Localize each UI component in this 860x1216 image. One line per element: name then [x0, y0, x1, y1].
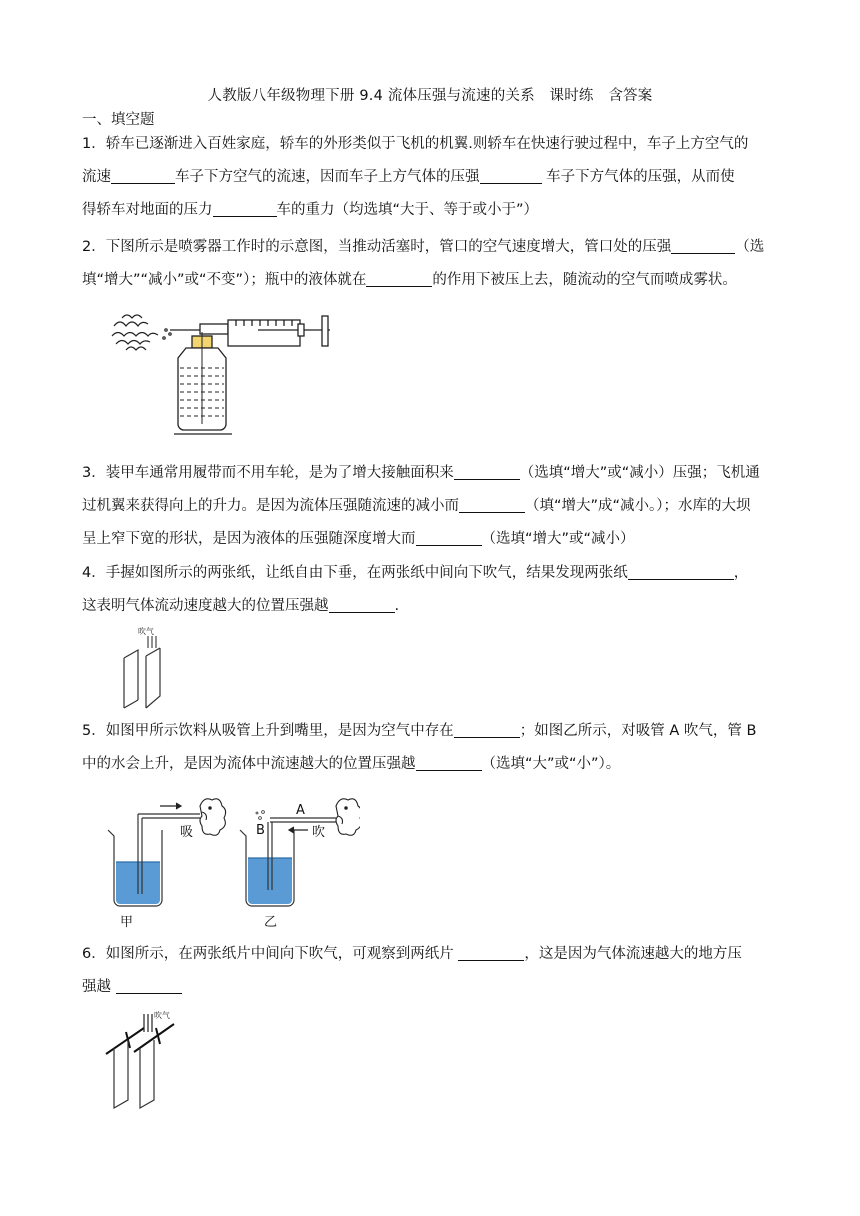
face-jia	[200, 799, 226, 835]
beaker-jia	[108, 830, 162, 906]
q5-line-2: 中的水会上升，是因为流体中流速越大的位置压强越 （选填“大”或“小”）。	[82, 756, 621, 772]
two-papers-blowing-diagram	[104, 1004, 186, 1114]
water-fill-yi	[248, 858, 292, 904]
answer-blank[interactable]	[458, 944, 524, 961]
q6-line-1: 6．如图所示，在两张纸片中间向下吹气，可观察到两纸片 ，这是因为气体流速越大的地方压	[82, 946, 742, 962]
q1-line-2: 流速 车子下方空气的流速，因而车子上方气体的压强 车子下方气体的压强，从而使	[82, 169, 735, 185]
answer-blank[interactable]	[628, 563, 734, 580]
question-2	[82, 231, 780, 297]
page-title: 人教版八年级物理下册 9.4 流体压强与流速的关系 课时练 含答案	[207, 88, 653, 104]
question-1	[82, 128, 780, 227]
q3-line-3: 呈上窄下宽的形状，是因为液体的压强随深度增大而 （选填“增大”或“减小）	[82, 531, 635, 547]
caption-yi: 乙	[264, 915, 278, 930]
q6-line-2: 强越	[82, 971, 780, 1004]
question-4	[82, 557, 780, 623]
arrow-blow	[289, 827, 308, 833]
answer-blank[interactable]	[416, 754, 482, 771]
question-3	[82, 457, 780, 556]
section-heading: 一、填空题	[82, 112, 155, 128]
blow-label: 吹气	[138, 627, 154, 636]
q4-line-1: 4．手握如图所示的两张纸，让纸自由下垂，在两张纸中间向下吹气，结果发现两张纸 ，	[82, 565, 749, 581]
question-5	[82, 715, 780, 781]
answer-blank[interactable]	[111, 167, 175, 184]
q5-line-1: 5．如图甲所示饮料从吸管上升到嘴里，是因为空气中存在 ；如图乙所示，对吸管 A 吹气，管 B	[82, 723, 757, 739]
blow-label: 吹气	[154, 1011, 170, 1020]
answer-blank[interactable]	[480, 167, 542, 184]
label-b: B	[256, 823, 265, 838]
face-yi	[336, 799, 360, 835]
q4-line-2: 这表明气体流动速度越大的位置压强越 .	[82, 598, 400, 614]
droplets	[256, 811, 264, 820]
paper-sheets	[124, 648, 160, 708]
question-6	[82, 938, 780, 1004]
answer-blank[interactable]	[116, 977, 182, 994]
q1-line-1: 1．轿车已逐渐进入百姓家庭，轿车的外形类似于飞机的机翼.则轿车在快速行驶过程中，车子上方空气的	[82, 136, 749, 152]
spray-mist	[112, 315, 171, 350]
q1-line-3: 得轿车对地面的压力 车的重力（均选填“大于、等于或小于”）	[82, 202, 539, 218]
q2-line-2: 填“增大”“减小”或“不变”）；瓶中的液体就在 的作用下被压上去，随流动的空气而喷成雾状。	[82, 272, 737, 288]
answer-blank[interactable]	[671, 237, 735, 254]
answer-blank[interactable]	[454, 721, 520, 738]
beaker-yi	[240, 830, 294, 906]
answer-blank[interactable]	[366, 270, 432, 287]
answer-blank[interactable]	[459, 496, 525, 513]
straw-a	[270, 818, 336, 822]
pump-cylinder	[200, 316, 330, 346]
answer-blank[interactable]	[213, 200, 277, 217]
answer-blank[interactable]	[454, 463, 520, 480]
answer-blank[interactable]	[416, 529, 482, 546]
label-a: A	[296, 803, 305, 818]
answer-blank[interactable]	[329, 596, 395, 613]
caption-jia: 甲	[120, 915, 134, 930]
blow-arrows	[144, 1014, 152, 1032]
q3-line-2: 过机翼来获得向上的升力。是因为流体压强随流速的减小而 （填“增大”成“减小。）；水库的大坝	[82, 498, 751, 514]
straw-beakers-diagram	[100, 786, 360, 932]
arrow-suck	[160, 803, 181, 809]
suck-label: 吸	[180, 825, 194, 840]
paper-sheets	[114, 1040, 154, 1108]
two-papers-diagram	[114, 622, 178, 714]
spray-bottle	[174, 332, 232, 434]
sprayer-diagram	[108, 306, 334, 440]
blow-arrows	[148, 636, 156, 648]
blow-label: 吹	[312, 825, 326, 840]
q3-line-1: 3．装甲车通常用履带而不用车轮，是为了增大接触面积来 （选填“增大”或“减小）压强；飞机通	[82, 465, 760, 481]
q2-line-1: 2．下图所示是喷雾器工作时的示意图，当推动活塞时，管口的空气速度增大，管口处的压强 （选	[82, 239, 765, 255]
